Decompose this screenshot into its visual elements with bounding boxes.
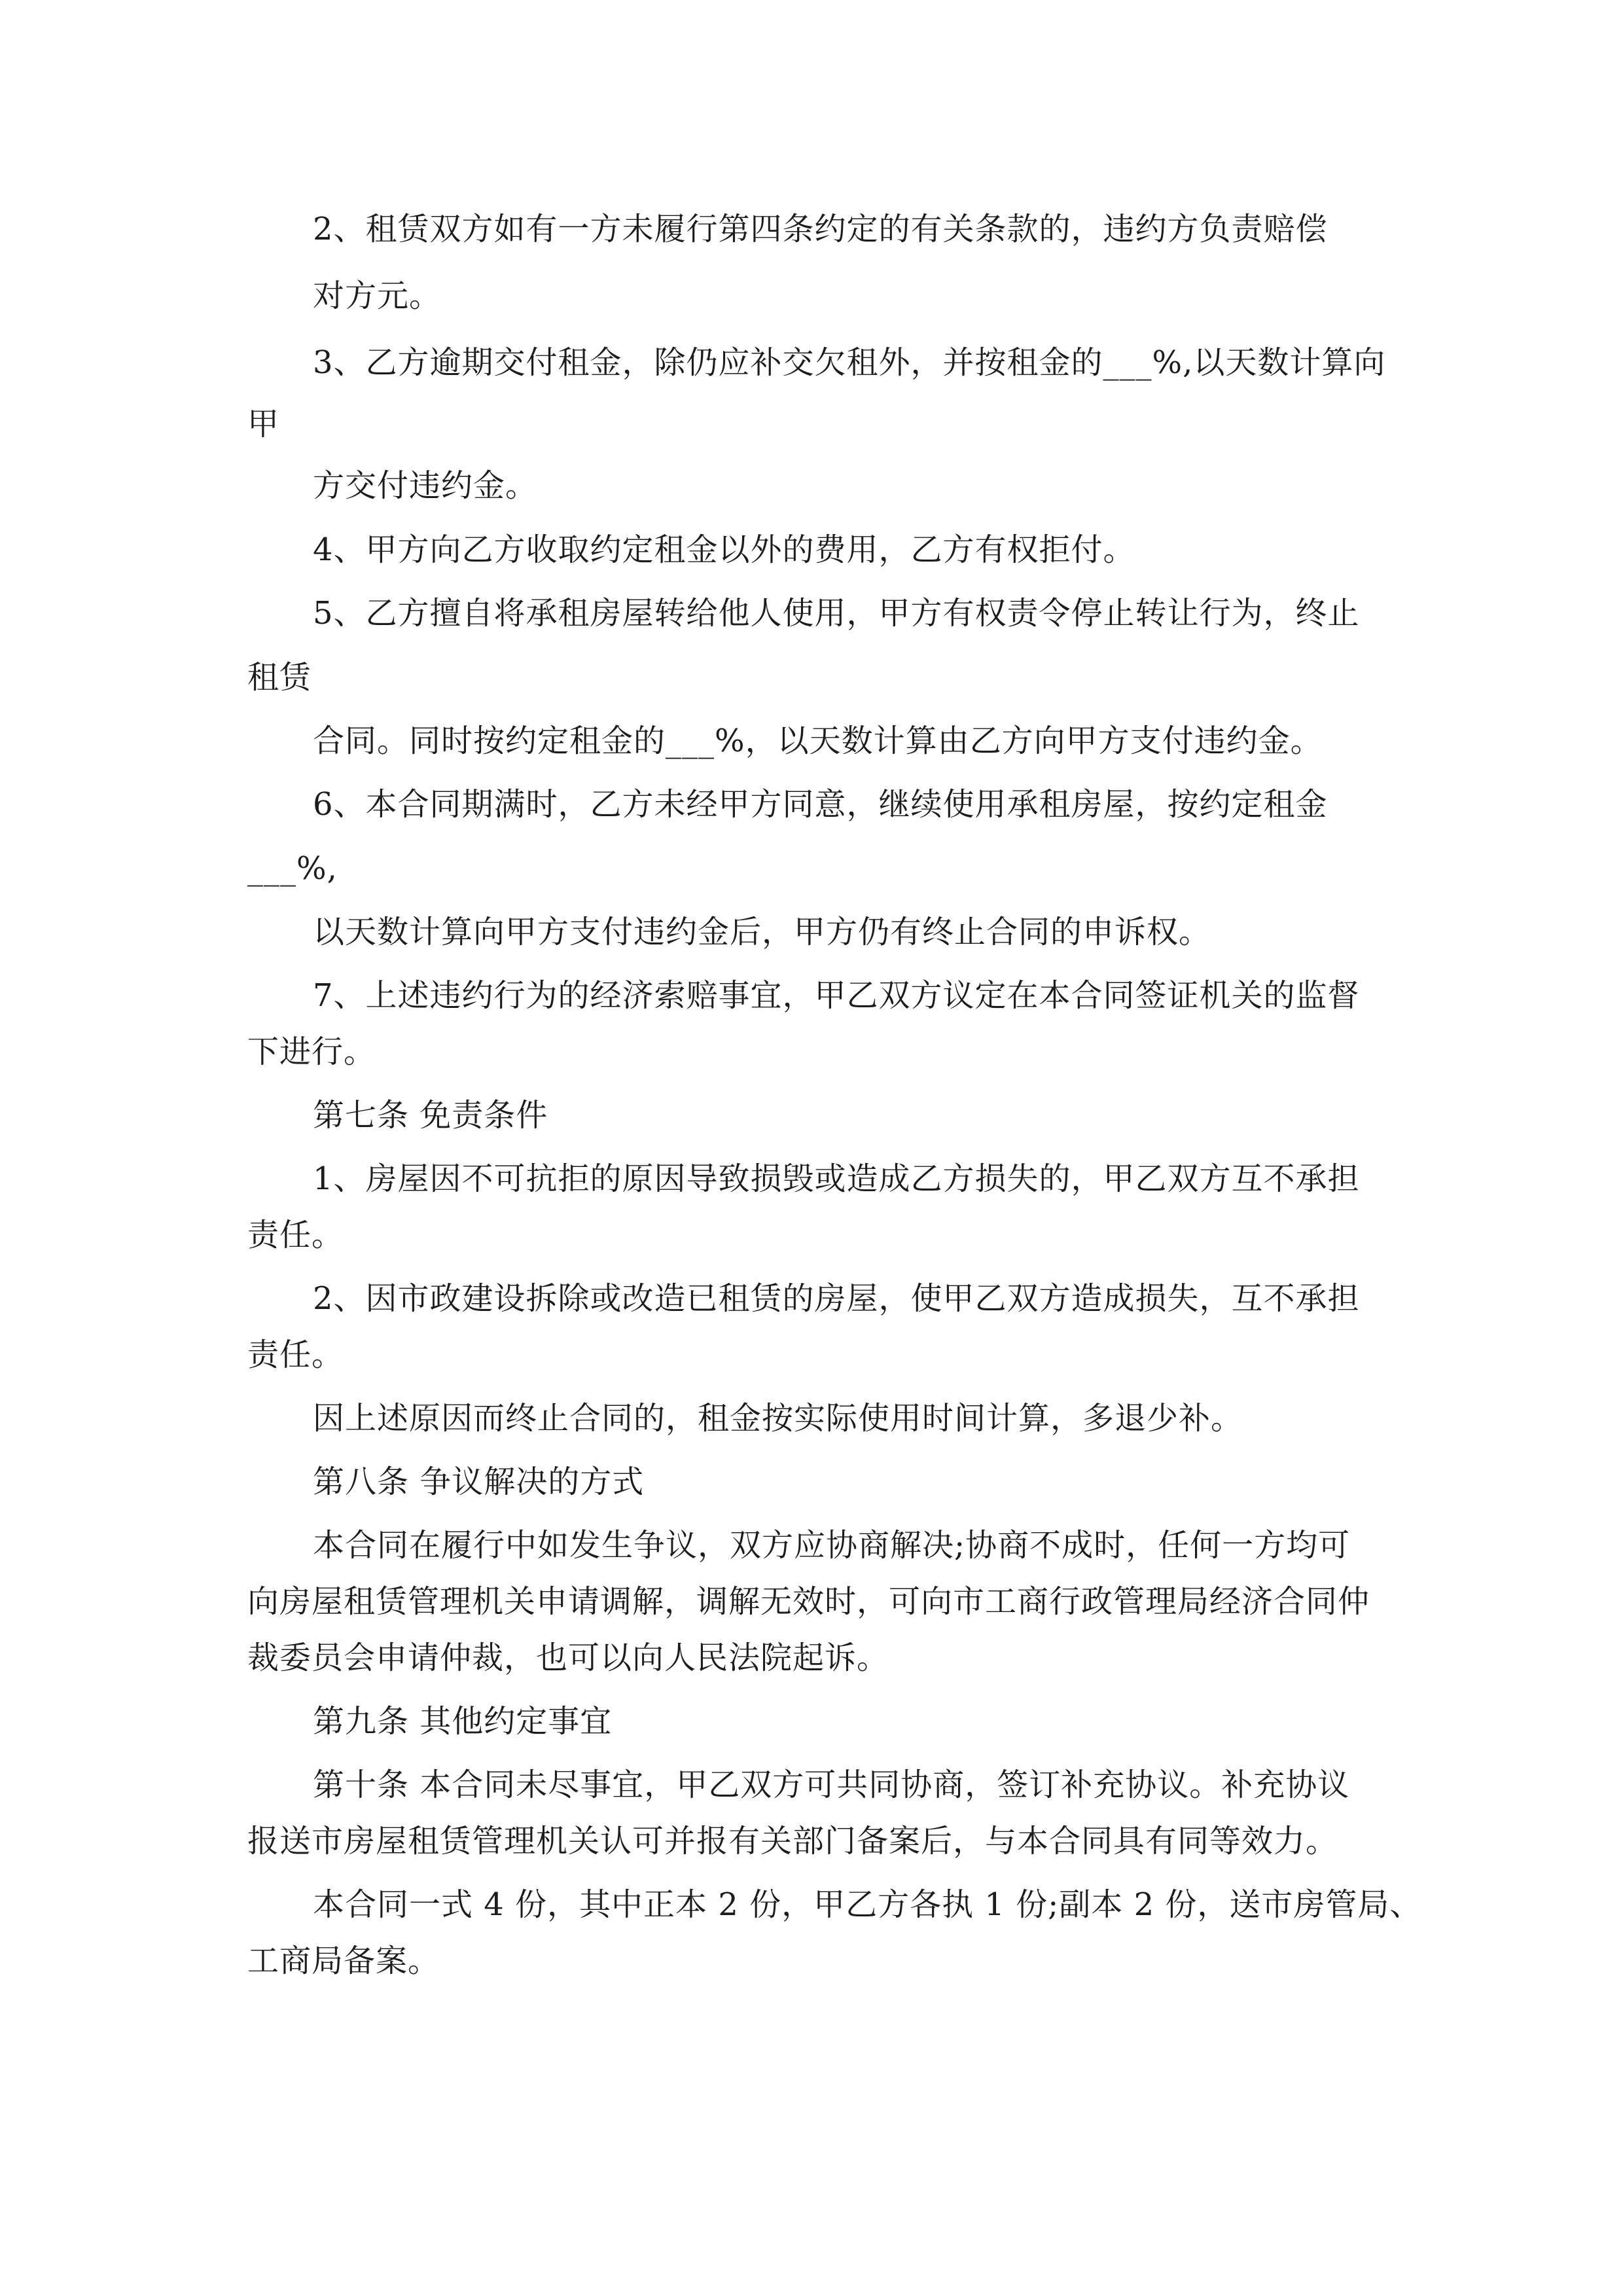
clause-6-2-line-2: 对方元。 [313,278,442,314]
clause-7-2-line-1: 2、因市政建设拆除或改造已租赁的房屋，使甲乙双方造成损失，互不承担 [313,1280,1360,1317]
clause-7-1-line-2: 责任。 [247,1217,344,1253]
clause-6-5-line-1: 5、乙方擅自将承租房屋转给他人使用，甲方有权责令停止转让行为，终止 [313,595,1360,632]
article-7-heading: 第七条 免责条件 [313,1097,548,1134]
clause-6-3-line-3: 方交付违约金。 [313,467,538,504]
article-10-line-2: 报送市房屋租赁管理机关认可并报有关部门备案后，与本合同具有同等效力。 [247,1823,1338,1859]
clause-6-2-line-1: 2、租赁双方如有一方未履行第四条约定的有关条款的，违约方负责赔偿 [313,211,1328,247]
copies-line-1: 本合同一式 4 份，其中正本 2 份，甲乙方各执 1 份;副本 2 份，送市房管局、 [313,1886,1422,1923]
clause-7-2-line-2: 责任。 [247,1336,344,1373]
article-10-line-1: 第十条 本合同未尽事宜，甲乙双方可共同协商，签订补充协议。补充协议 [313,1767,1350,1803]
article-8-heading: 第八条 争议解决的方式 [313,1463,645,1500]
clause-6-5-line-3: 合同。同时按约定租金的___%，以天数计算由乙方向甲方支付违约金。 [313,723,1323,759]
article-8-line-2: 向房屋租赁管理机关申请调解，调解无效时，可向市工商行政管理局经济合同仲 [247,1583,1370,1620]
clause-6-6-line-1: 6、本合同期满时，乙方未经甲方同意，继续使用承租房屋，按约定租金 [313,786,1328,823]
article-9-heading: 第九条 其他约定事宜 [313,1703,613,1740]
clause-6-5-line-2: 租赁 [247,659,312,696]
clause-6-6-line-3: 以天数计算向甲方支付违约金后，甲方仍有终止合同的申诉权。 [313,914,1211,950]
clause-6-3-line-2: 甲 [247,406,280,442]
article-8-line-3: 裁委员会申请仲裁，也可以向人民法院起诉。 [247,1640,889,1676]
clause-7-note: 因上述原因而终止合同的，租金按实际使用时间计算，多退少补。 [313,1400,1243,1437]
clause-7-1-line-1: 1、房屋因不可抗拒的原因导致损毁或造成乙方损失的，甲乙双方互不承担 [313,1160,1360,1197]
clause-6-7-line-2: 下进行。 [247,1033,376,1070]
clause-6-3-line-1: 3、乙方逾期交付租金，除仍应补交欠租外，并按租金的___%,以天数计算向 [313,344,1386,381]
clause-6-6-line-2: ___%, [247,850,338,887]
article-8-line-1: 本合同在履行中如发生争议，双方应协商解决;协商不成时，任何一方均可 [313,1527,1351,1564]
copies-line-2: 工商局备案。 [247,1943,440,1979]
clause-6-7-line-1: 7、上述违约行为的经济索赔事宜，甲乙双方议定在本合同签证机关的监督 [313,977,1360,1014]
clause-6-4: 4、甲方向乙方收取约定租金以外的费用，乙方有权拒付。 [313,531,1135,568]
